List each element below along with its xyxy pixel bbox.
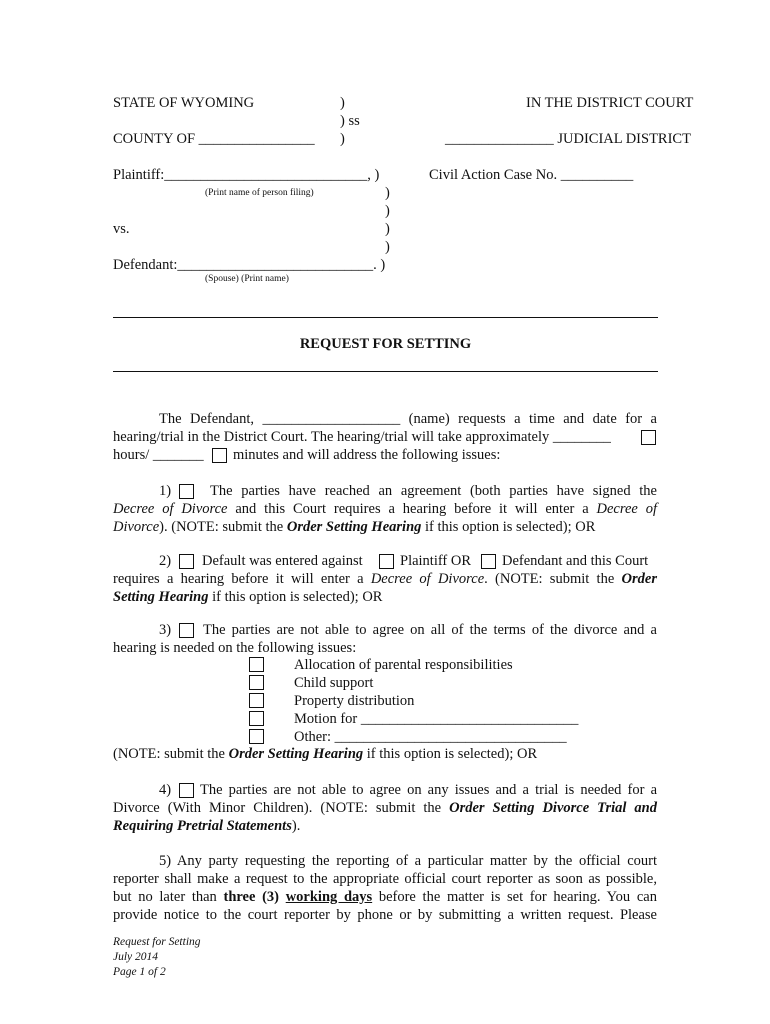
option-2-line-2: requires a hearing before it will enter a Decree of Divorce. (NOTE: submit the Order <box>113 571 657 587</box>
option-5-line-2: reporter shall make a request to the appropriate official court reporter as soon as possible, <box>113 871 657 887</box>
title-rule-bottom <box>113 371 658 372</box>
issue-motion-checkbox[interactable] <box>249 711 264 726</box>
issue-child-support-checkbox[interactable] <box>249 675 264 690</box>
option-3-number: 3) <box>159 622 172 638</box>
county-label: COUNTY OF ________________ <box>113 131 315 147</box>
intro-line-1: The Defendant, ___________________ (name) requests a time and date for a <box>159 411 657 427</box>
intro-line-2: hearing/trial in the District Court. The hearing/trial will take approximately ________ <box>113 429 611 445</box>
caption-paren: ) <box>340 131 345 147</box>
issue-item: Other: ________________________________ <box>294 729 567 745</box>
issue-parental-checkbox[interactable] <box>249 657 264 672</box>
option-1-number: 1) <box>159 483 172 499</box>
option-5-line-4: provide notice to the court reporter by phone or by submitting a written request. Please <box>113 907 657 923</box>
option-2-checkbox[interactable] <box>179 554 194 569</box>
defendant-checkbox[interactable] <box>481 554 496 569</box>
caption-ss: ) ss <box>340 113 360 129</box>
caption-paren: ) <box>385 185 390 201</box>
option-5-line-1: 5) Any party requesting the reporting of a particular matter by the official court <box>159 853 657 869</box>
issue-other-checkbox[interactable] <box>249 729 264 744</box>
case-number: Civil Action Case No. __________ <box>429 167 634 183</box>
footer-page-number: Page 1 of 2 <box>113 966 166 978</box>
option-2-number: 2) <box>159 553 172 569</box>
document-title: REQUEST FOR SETTING <box>299 336 472 352</box>
plaintiff-option-label: Plaintiff OR <box>400 553 472 569</box>
minutes-checkbox[interactable] <box>212 448 227 463</box>
title-rule-top <box>113 317 658 318</box>
hours-field: hours/ _______ <box>113 447 204 463</box>
judicial-district: _______________ JUDICIAL DISTRICT <box>445 131 691 147</box>
plaintiff-field: Plaintiff:____________________________, ) <box>113 167 380 183</box>
issue-property-checkbox[interactable] <box>249 693 264 708</box>
defendant-option-label: Defendant and this Court <box>502 553 649 569</box>
option-2-line-3: Setting Hearing if this option is selected); OR <box>113 589 383 605</box>
footer-form-name: Request for Setting <box>113 936 201 948</box>
plaintiff-checkbox[interactable] <box>379 554 394 569</box>
hours-checkbox[interactable] <box>641 430 656 445</box>
defendant-note: (Spouse) (Print name) <box>205 274 289 284</box>
option-3-line-2: hearing is needed on the following issues: <box>113 640 357 656</box>
option-5-line-3: but no later than three (3) working days before the matter is set for hearing. You can <box>113 889 657 905</box>
plaintiff-note: (Print name of person filing) <box>205 188 314 198</box>
court-name: IN THE DISTRICT COURT <box>526 95 694 111</box>
option-3-checkbox[interactable] <box>179 623 194 638</box>
option-1-line-3: Divorce). (NOTE: submit the Order Setting Hearing if this option is selected); OR <box>113 519 596 535</box>
versus-label: vs. <box>113 221 130 237</box>
issue-item: Allocation of parental responsibilities <box>294 657 513 673</box>
caption-paren: ) <box>385 239 390 255</box>
option-4-line-1: The parties are not able to agree on any issues and a trial is needed for a <box>200 782 657 798</box>
option-2-default-label: Default was entered against <box>202 553 363 569</box>
issue-item: Property distribution <box>294 693 415 709</box>
option-4-line-3: Requiring Pretrial Statements). <box>113 818 301 834</box>
option-1-line-1: The parties have reached an agreement (both parties have signed the <box>210 483 657 499</box>
option-4-number: 4) <box>159 782 172 798</box>
caption-paren: ) <box>385 221 390 237</box>
issue-item: Child support <box>294 675 374 691</box>
footer-date: July 2014 <box>113 951 159 963</box>
intro-line-3: minutes and will address the following issues: <box>233 447 501 463</box>
option-1-checkbox[interactable] <box>179 484 194 499</box>
caption-paren: ) <box>340 95 345 111</box>
issue-item: Motion for ______________________________ <box>294 711 579 727</box>
option-3-note: (NOTE: submit the Order Setting Hearing if this option is selected); OR <box>113 746 538 762</box>
option-4-checkbox[interactable] <box>179 783 194 798</box>
option-1-line-2: Decree of Divorce and this Court requires a hearing before it will enter a Decree of <box>113 501 657 517</box>
caption-paren: ) <box>385 203 390 219</box>
defendant-field: Defendant:___________________________. ) <box>113 257 386 273</box>
option-3-line-1: The parties are not able to agree on all of the terms of the divorce and a <box>203 622 657 638</box>
option-4-line-2: Divorce (With Minor Children). (NOTE: submit the Order Setting Divorce Trial and <box>113 800 657 816</box>
state-label: STATE OF WYOMING <box>113 95 255 111</box>
